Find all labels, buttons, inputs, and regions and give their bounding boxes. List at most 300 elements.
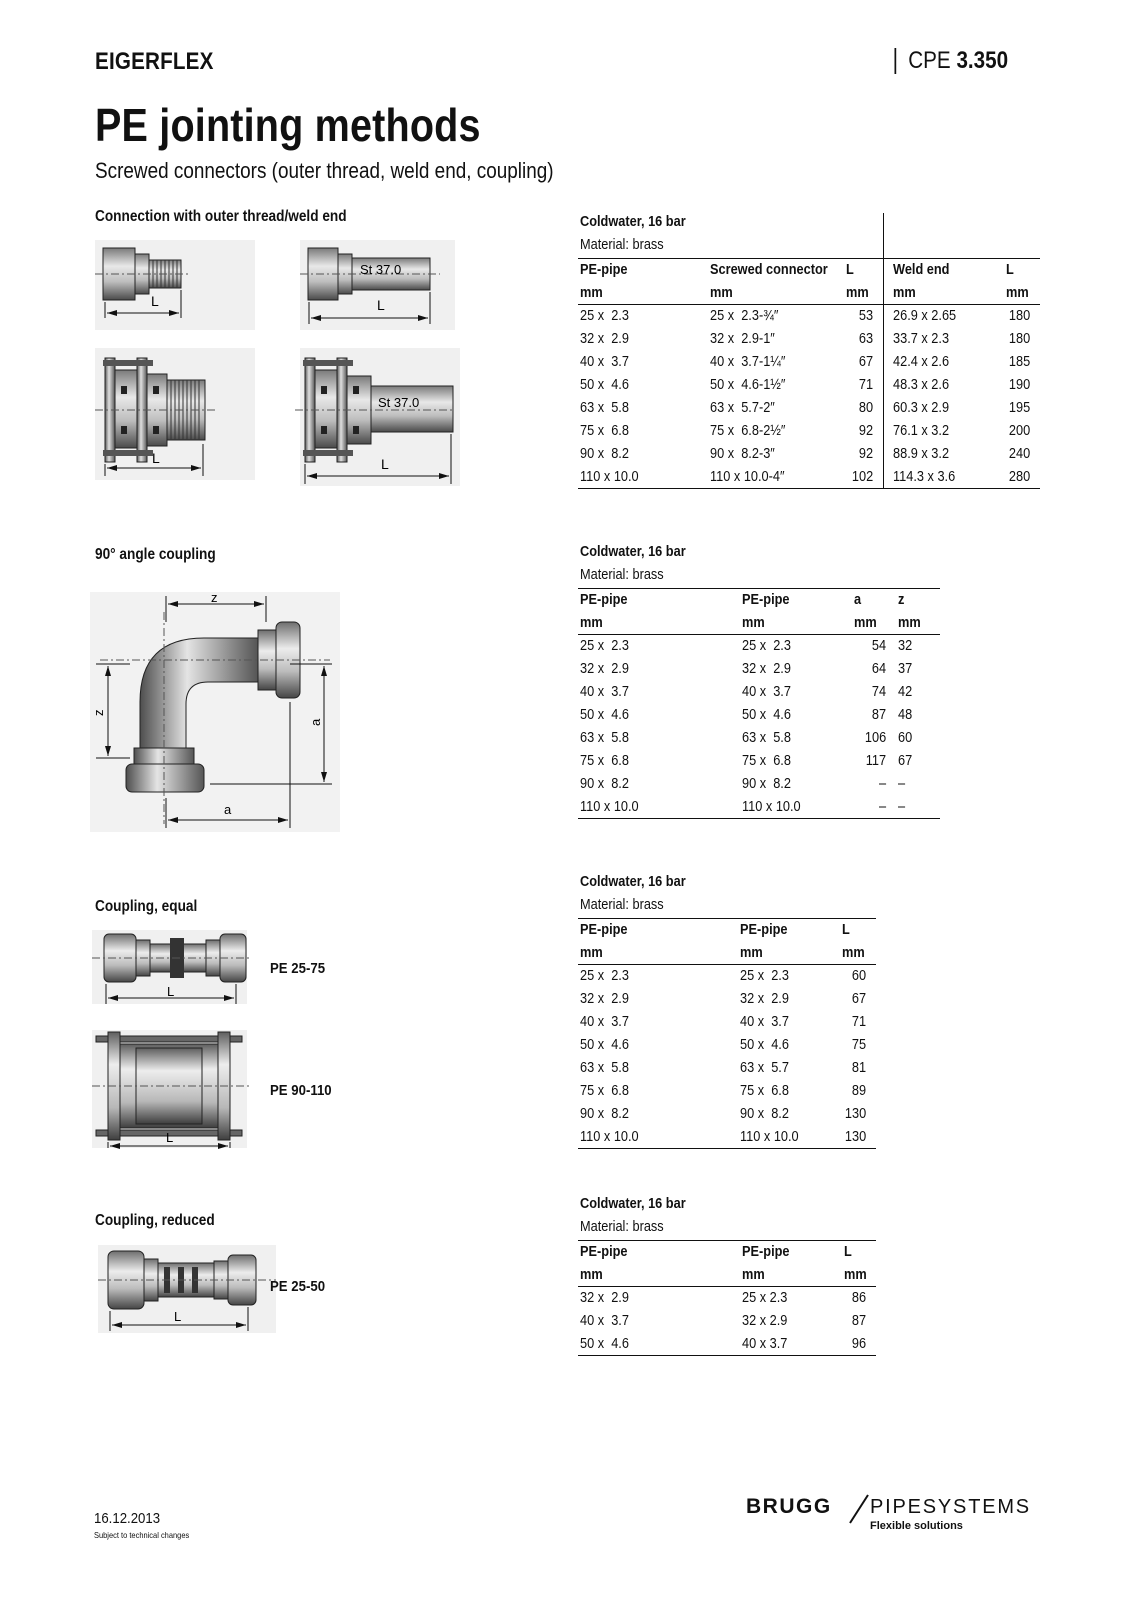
cell-text: 40 x 3.7 xyxy=(740,1014,790,1030)
table-cell xyxy=(738,988,839,1011)
table-cell xyxy=(840,1080,876,1103)
table-cell xyxy=(578,750,740,773)
table-cell xyxy=(740,750,852,773)
cell-text: mm xyxy=(841,944,865,961)
cell-text: 50 x 4.6 xyxy=(580,707,629,723)
table-cell xyxy=(884,374,1004,397)
table-row xyxy=(578,750,940,773)
table-cell xyxy=(708,305,844,328)
table-title: Coldwater, 16 bar xyxy=(580,214,686,230)
table-row xyxy=(578,305,1040,328)
table-cell xyxy=(896,658,940,681)
table-cell xyxy=(884,328,1004,351)
cell-text: 130 xyxy=(844,1128,866,1145)
cell-text: 86 xyxy=(851,1290,866,1307)
table-cell xyxy=(896,681,940,704)
table-cell xyxy=(578,1287,740,1310)
table-cell xyxy=(1004,466,1040,489)
spec-table-coupling-equal xyxy=(578,918,876,1149)
table-cell xyxy=(884,351,1004,374)
cell-text: 90 x 8.2-3″ xyxy=(709,446,775,462)
table-cell xyxy=(578,374,708,397)
table-cell xyxy=(578,704,740,727)
cell-text: z xyxy=(898,592,905,609)
cell-text: 63 x 5.7-2″ xyxy=(709,400,775,416)
cell-text: 63 x 5.7 xyxy=(740,1060,790,1076)
cell-text: 200 xyxy=(1008,423,1030,439)
table-row xyxy=(578,420,1040,443)
logo-brand: BRUGG xyxy=(746,1495,832,1518)
table-row xyxy=(578,988,876,1011)
table-title: Coldwater, 16 bar xyxy=(580,1196,686,1212)
cell-text: 180 xyxy=(1008,331,1030,347)
table-cell xyxy=(578,328,708,351)
cell-text: L xyxy=(841,922,850,939)
cell-text: 25 x 2.3 xyxy=(740,968,790,985)
cell-text: 80 xyxy=(858,400,874,416)
table-cell xyxy=(740,681,852,704)
cell-text: mm xyxy=(740,944,764,961)
brugg-logo xyxy=(746,1493,1042,1539)
angle-coupling-drawing xyxy=(90,592,340,842)
cell-text: 63 x 5.8 xyxy=(580,400,629,416)
cell-text: 32 x 2.9 xyxy=(580,661,629,677)
coupling-equal-small-drawing xyxy=(92,930,252,1008)
table-cell xyxy=(844,351,884,374)
cell-text: 32 x 2.9 xyxy=(580,331,629,347)
cell-text: L xyxy=(845,262,854,279)
table-material: Material: brass xyxy=(580,897,664,913)
cell-text: 110 x 10.0 xyxy=(742,798,801,815)
cell-text: 110 x 10.0 xyxy=(580,468,639,485)
table-material: Material: brass xyxy=(580,237,664,253)
table-row xyxy=(578,796,940,819)
dim-label: L xyxy=(151,293,159,309)
cell-text: 32 x 2.9 xyxy=(740,991,790,1007)
table-cell xyxy=(578,1011,738,1034)
table-cell xyxy=(1004,305,1040,328)
table-cell xyxy=(578,988,738,1011)
cell-text: PE-pipe xyxy=(580,592,628,609)
coupling-reduced-drawing xyxy=(98,1245,278,1335)
dim-label: L xyxy=(152,450,160,466)
dim-z-label: z xyxy=(211,592,218,605)
table-cell xyxy=(844,420,884,443)
dim-label: L xyxy=(377,297,385,313)
table-cell xyxy=(578,1057,738,1080)
cell-text: mm xyxy=(580,944,603,961)
cell-text: L xyxy=(1005,262,1014,279)
cell-text: 60.3 x 2.9 xyxy=(893,400,950,416)
cell-text: 81 xyxy=(851,1060,866,1076)
table-cell xyxy=(738,942,839,965)
table-cell xyxy=(852,773,896,796)
cell-text: – xyxy=(898,798,906,815)
cell-text: mm xyxy=(742,614,765,631)
table-cell xyxy=(1004,328,1040,351)
table-cell xyxy=(842,1264,876,1287)
table-material: Material: brass xyxy=(580,1219,664,1235)
table-row xyxy=(578,328,1040,351)
cell-text: 32 xyxy=(898,638,913,655)
cell-text: – xyxy=(878,776,886,792)
table-row xyxy=(578,1011,876,1034)
table-cell xyxy=(840,1011,876,1034)
table-cell xyxy=(844,282,884,305)
table-cell xyxy=(852,727,896,750)
table-cell xyxy=(884,466,1004,489)
document-reference xyxy=(894,48,1008,74)
cell-text: 90 x 8.2 xyxy=(740,1106,790,1122)
cell-text: 75 x 6.8 xyxy=(580,1083,629,1099)
doc-ref-prefix: CPE xyxy=(908,47,951,74)
cell-text: 67 xyxy=(898,753,913,769)
section-heading-coupling-reduced: Coupling, reduced xyxy=(95,1212,215,1229)
cell-text: 42 xyxy=(898,684,913,700)
cell-text: 185 xyxy=(1008,354,1030,370)
cell-text: mm xyxy=(844,1266,867,1283)
table-cell xyxy=(740,1264,842,1287)
table-row xyxy=(578,1103,876,1126)
spec-table-angle-coupling xyxy=(578,588,940,819)
cell-text: mm xyxy=(709,284,733,301)
cell-text: 32 x 2.9 xyxy=(580,1290,629,1307)
table-cell xyxy=(1004,420,1040,443)
cell-text: 75 x 6.8 xyxy=(580,753,629,769)
table-cell xyxy=(840,1034,876,1057)
table-cell xyxy=(842,1310,876,1333)
table-cell xyxy=(852,750,896,773)
table-cell xyxy=(738,1057,839,1080)
table-cell xyxy=(708,443,844,466)
cell-text: 180 xyxy=(1008,308,1030,325)
table-cell xyxy=(840,942,876,965)
logo-slash-icon xyxy=(846,1493,870,1533)
cell-text: 90 x 8.2 xyxy=(580,446,629,462)
table-cell xyxy=(740,658,852,681)
table-cell xyxy=(740,1310,842,1333)
table-cell xyxy=(708,351,844,374)
table-cell xyxy=(884,305,1004,328)
table-cell xyxy=(578,351,708,374)
table-row xyxy=(578,1080,876,1103)
table-cell xyxy=(738,1103,839,1126)
table-cell xyxy=(578,658,740,681)
cell-text: 117 xyxy=(865,753,886,769)
spec-table-coupling-reduced xyxy=(578,1240,876,1356)
cell-text: 50 x 4.6 xyxy=(580,377,629,393)
cell-text: 25 x 2.3-¾″ xyxy=(709,308,779,325)
table-cell xyxy=(884,282,1004,305)
cell-text: 26.9 x 2.65 xyxy=(893,308,957,325)
cell-text: 60 xyxy=(898,730,913,746)
doc-ref-number: 3.350 xyxy=(956,47,1008,74)
cell-text: 25 x 2.3 xyxy=(580,968,629,985)
table-cell xyxy=(578,1241,740,1264)
table-row xyxy=(578,397,1040,420)
outer-thread-drawings xyxy=(95,240,475,500)
cell-text: 195 xyxy=(1008,400,1030,416)
cell-text: 50 x 4.6 xyxy=(740,1037,790,1053)
logo-tagline: Flexible solutions xyxy=(870,1520,963,1532)
dim-label: L xyxy=(174,1309,182,1324)
cell-text: PE-pipe xyxy=(740,922,788,939)
cell-text: 63 x 5.8 xyxy=(580,1060,629,1076)
table-row xyxy=(578,965,876,988)
cell-text: mm xyxy=(898,614,921,631)
table-cell xyxy=(844,305,884,328)
table-row xyxy=(578,443,1040,466)
cell-text: L xyxy=(844,1244,852,1261)
cell-text: 32 x 2.9-1″ xyxy=(709,331,775,347)
table-cell xyxy=(1004,397,1040,420)
cell-text: 90 x 8.2 xyxy=(580,776,629,792)
table-cell xyxy=(708,466,844,489)
coupling-size-label: PE 25-50 xyxy=(270,1278,326,1295)
cell-text: 92 xyxy=(858,423,874,439)
cell-text: PE-pipe xyxy=(742,592,790,609)
table-cell xyxy=(578,1103,738,1126)
cell-text: 87 xyxy=(871,707,886,723)
brand-name: EIGERFLEX xyxy=(95,48,214,75)
cell-text: 50 x 4.6 xyxy=(580,1037,629,1053)
table-cell xyxy=(852,796,896,819)
cell-text: PE-pipe xyxy=(742,1244,790,1261)
page-subtitle: Screwed connectors (outer thread, weld end, coupling) xyxy=(95,158,554,183)
cell-text: 42.4 x 2.6 xyxy=(893,354,950,370)
table-cell xyxy=(578,681,740,704)
table-cell xyxy=(896,704,940,727)
cell-text: a xyxy=(854,592,862,609)
table-cell xyxy=(738,1080,839,1103)
table-cell xyxy=(578,420,708,443)
cell-text: 48 xyxy=(898,707,913,723)
table-cell xyxy=(842,1241,876,1264)
table-row xyxy=(578,1057,876,1080)
cell-text: 110 x 10.0-4″ xyxy=(709,468,785,485)
table-row xyxy=(578,1333,876,1356)
table-cell xyxy=(708,259,844,282)
weld-material-label: St 37.0 xyxy=(378,395,420,410)
cell-text: 90 x 8.2 xyxy=(742,776,791,792)
cell-text: 40 x 3.7 xyxy=(580,354,629,370)
table-cell xyxy=(578,1080,738,1103)
cell-text: 89 xyxy=(851,1083,866,1099)
cell-text: 110 x 10.0 xyxy=(580,798,639,815)
cell-text: 74 xyxy=(871,684,886,700)
cell-text: 25 x 2.3 xyxy=(742,638,791,655)
cell-text: 40 x 3.7 xyxy=(742,684,791,700)
cell-text: 76.1 x 3.2 xyxy=(893,423,950,439)
cell-text: 50 x 4.6 xyxy=(742,707,791,723)
cell-text: 102 xyxy=(851,468,874,485)
cell-text: 53 xyxy=(858,308,874,325)
cell-text: 280 xyxy=(1008,468,1030,485)
dim-a-label: a xyxy=(224,802,232,817)
cell-text: – xyxy=(878,798,886,815)
table-cell xyxy=(852,681,896,704)
table-cell xyxy=(578,466,708,489)
cell-text: PE-pipe xyxy=(580,262,628,279)
cell-text: Screwed connector xyxy=(709,262,828,279)
table-cell xyxy=(738,1126,839,1149)
spec-table-outer-thread xyxy=(578,258,1040,489)
cell-text: PE-pipe xyxy=(580,922,628,939)
table-header-row xyxy=(578,1264,876,1287)
table-cell xyxy=(1004,282,1040,305)
table-cell xyxy=(844,328,884,351)
table-cell xyxy=(578,773,740,796)
table-cell xyxy=(1004,351,1040,374)
cell-text: 75 x 6.8 xyxy=(740,1083,790,1099)
table-cell xyxy=(896,635,940,658)
cell-text: 32 x 2.9 xyxy=(742,1313,788,1329)
section-heading-angle-coupling: 90° angle coupling xyxy=(95,546,216,563)
table-header-row xyxy=(578,282,1040,305)
cell-text: 92 xyxy=(858,446,874,462)
cell-text: 190 xyxy=(1008,377,1030,393)
cell-text: 110 x 10.0 xyxy=(580,1128,639,1145)
table-cell xyxy=(852,658,896,681)
table-header-row xyxy=(578,919,876,942)
cell-text: 71 xyxy=(858,377,874,393)
table-cell xyxy=(708,282,844,305)
cell-text: 25 x 2.3 xyxy=(580,308,629,325)
cell-text: 50 x 4.6 xyxy=(580,1335,629,1352)
table-cell xyxy=(740,1333,842,1356)
cell-text: 40 x 3.7 xyxy=(580,1313,629,1329)
table-row xyxy=(578,635,940,658)
coupling-size-label: PE 90-110 xyxy=(270,1082,332,1099)
table-row xyxy=(578,351,1040,374)
table-cell xyxy=(578,796,740,819)
cell-text: 32 x 2.9 xyxy=(580,991,629,1007)
table-cell xyxy=(844,397,884,420)
table-material: Material: brass xyxy=(580,567,664,583)
table-cell xyxy=(578,259,708,282)
table-cell xyxy=(842,1333,876,1356)
table-cell xyxy=(896,612,940,635)
table-cell xyxy=(844,259,884,282)
cell-text: 75 xyxy=(851,1037,866,1053)
dim-z-label: z xyxy=(91,709,106,716)
table-cell xyxy=(740,635,852,658)
table-cell xyxy=(840,1126,876,1149)
cell-text: 96 xyxy=(851,1335,866,1352)
logo-name: PIPESYSTEMS xyxy=(870,1496,1031,1518)
cell-text: 40 x 3.7 xyxy=(580,1014,629,1030)
cell-text: 25 x 2.3 xyxy=(742,1290,788,1307)
table-cell xyxy=(578,727,740,750)
cell-text: mm xyxy=(893,284,916,301)
table-cell xyxy=(578,1310,740,1333)
dim-label: L xyxy=(381,456,389,472)
cell-text: 130 xyxy=(844,1106,866,1122)
table-cell xyxy=(708,374,844,397)
table-cell xyxy=(840,919,876,942)
table-cell xyxy=(844,374,884,397)
table-cell xyxy=(884,420,1004,443)
cell-text: mm xyxy=(845,284,869,301)
table-cell xyxy=(578,1034,738,1057)
table-cell xyxy=(740,704,852,727)
table-cell xyxy=(708,328,844,351)
table-cell xyxy=(578,282,708,305)
table-cell xyxy=(1004,259,1040,282)
cell-text: mm xyxy=(742,1266,765,1283)
cell-text: 25 x 2.3 xyxy=(580,638,629,655)
table-cell xyxy=(852,635,896,658)
cell-text: 110 x 10.0 xyxy=(740,1128,800,1145)
table-cell xyxy=(708,420,844,443)
cell-text: – xyxy=(898,776,906,792)
cell-text: 114.3 x 3.6 xyxy=(893,468,956,485)
table-cell xyxy=(844,443,884,466)
table-header-row xyxy=(578,1241,876,1264)
table-row xyxy=(578,727,940,750)
cell-text: Weld end xyxy=(893,262,950,279)
table-row xyxy=(578,681,940,704)
cell-text: 33.7 x 2.3 xyxy=(893,331,950,347)
cell-text: 75 x 6.8 xyxy=(742,753,791,769)
cell-text: mm xyxy=(580,284,603,301)
cell-text: 50 x 4.6-1½″ xyxy=(709,377,786,393)
table-cell xyxy=(578,305,708,328)
table-cell xyxy=(896,589,940,612)
cell-text: mm xyxy=(854,614,877,631)
table-cell xyxy=(840,965,876,988)
cell-text: 67 xyxy=(851,991,866,1007)
cell-text: 63 xyxy=(858,331,874,347)
table-row xyxy=(578,1287,876,1310)
section-heading-outer-thread: Connection with outer thread/weld end xyxy=(95,208,347,225)
table-row xyxy=(578,374,1040,397)
table-cell xyxy=(1004,374,1040,397)
section-heading-coupling-equal: Coupling, equal xyxy=(95,898,198,915)
table-row xyxy=(578,1310,876,1333)
table-cell xyxy=(738,1034,839,1057)
table-row xyxy=(578,1034,876,1057)
cell-text: 63 x 5.8 xyxy=(580,730,629,746)
table-cell xyxy=(884,443,1004,466)
cell-text: 71 xyxy=(851,1014,866,1030)
cell-text: 32 x 2.9 xyxy=(742,661,791,677)
table-cell xyxy=(738,919,839,942)
table-cell xyxy=(740,796,852,819)
table-cell xyxy=(578,589,740,612)
cell-text: mm xyxy=(580,614,603,631)
cell-text: PE-pipe xyxy=(580,1244,628,1261)
table-cell xyxy=(578,1126,738,1149)
table-cell xyxy=(578,443,708,466)
table-cell xyxy=(852,612,896,635)
cell-text: mm xyxy=(580,1266,603,1283)
table-row xyxy=(578,1126,876,1149)
table-header-row xyxy=(578,942,876,965)
table-cell xyxy=(840,1103,876,1126)
table-cell xyxy=(578,1333,740,1356)
coupling-equal-large-drawing xyxy=(92,1030,252,1150)
dim-label: L xyxy=(167,984,175,999)
table-cell xyxy=(840,988,876,1011)
cell-text: 60 xyxy=(851,968,866,985)
table-header-row xyxy=(578,589,940,612)
cell-text: 240 xyxy=(1008,446,1030,462)
table-row xyxy=(578,773,940,796)
cell-text: 75 x 6.8-2½″ xyxy=(709,423,786,439)
cell-text: 37 xyxy=(898,661,913,677)
table-cell xyxy=(896,727,940,750)
